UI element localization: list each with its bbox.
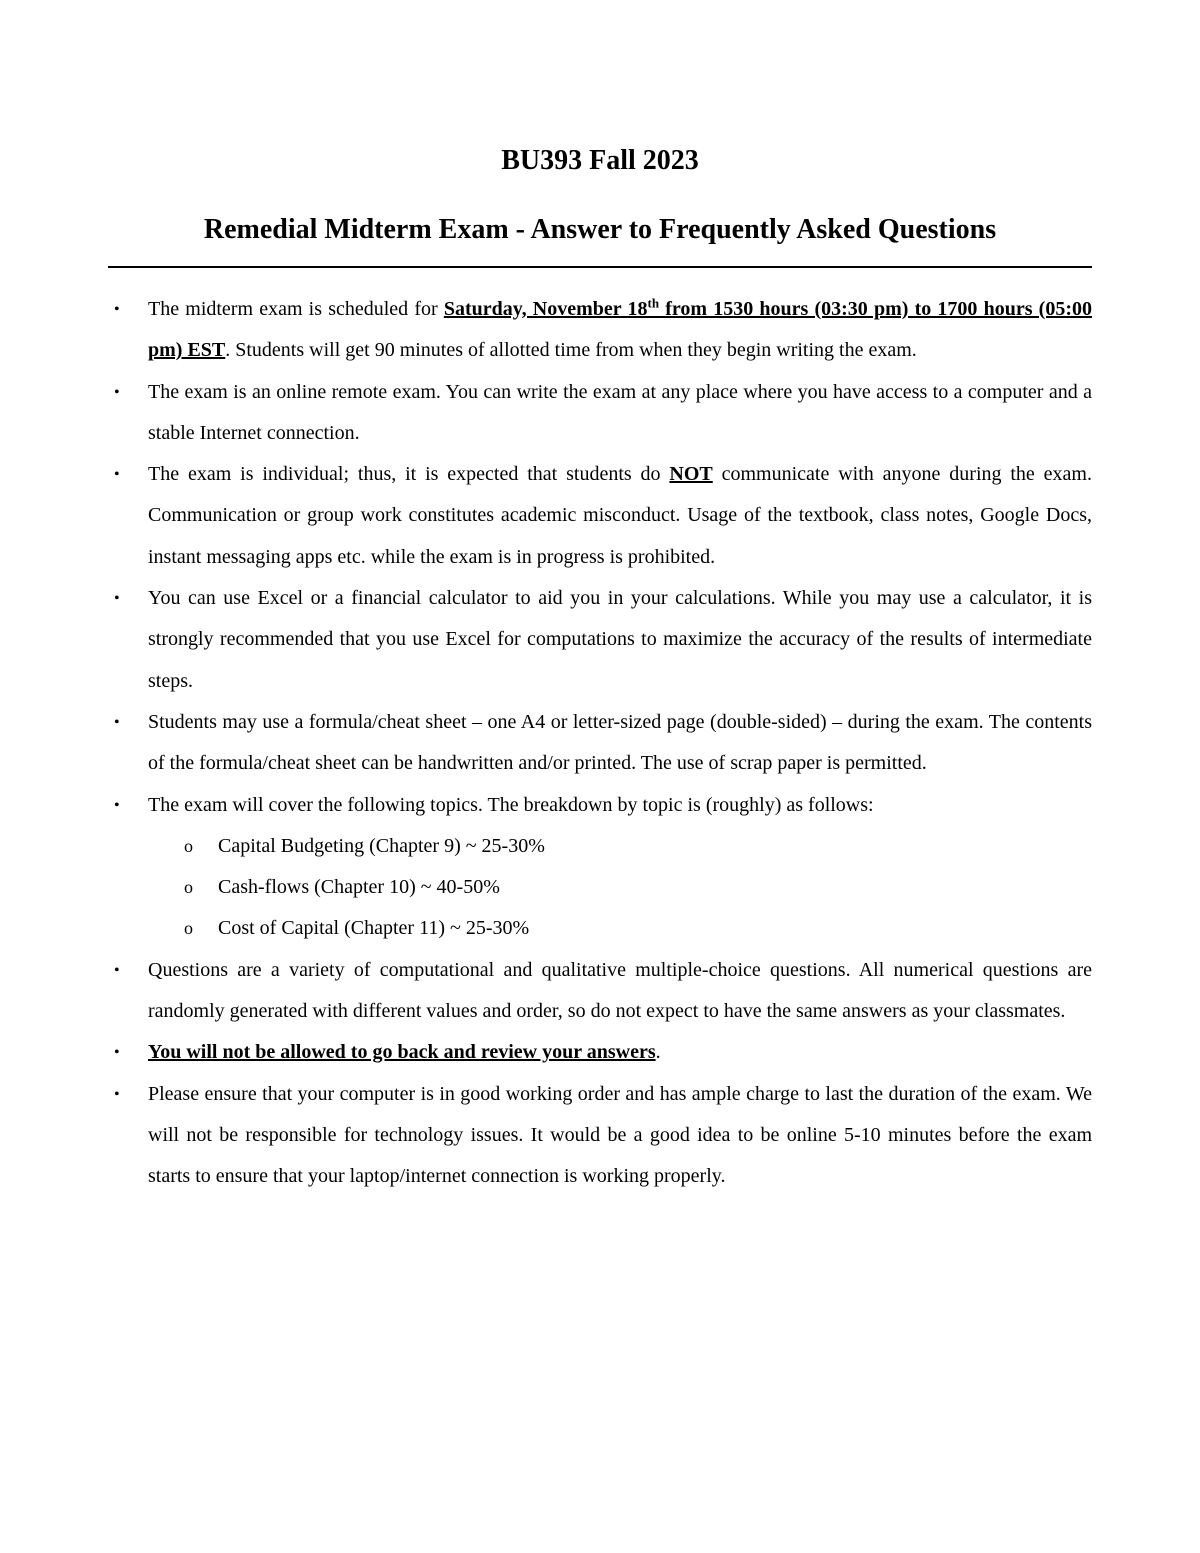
online-text: The exam is an online remote exam. You can write the exam at any place where you have access to a computer and a stable Internet connection. [148,380,1092,444]
topic-text: Cash-flows (Chapter 10) ~ 40-50% [218,876,500,899]
bullet-icon: • [114,961,120,979]
schedule-date-suffix: th [647,295,660,311]
individual-text-post: communicate with anyone during the exam. Communication or group work constitutes academic misconduct. Usage of the textbook, class notes, Google Docs, instant messaging apps etc. while the exam is in progress is prohibited. [148,463,1092,568]
topic-item [148,867,1092,908]
bullet-icon: • [114,383,120,401]
cheat-sheet-text: Students may use a formula/cheat sheet – one A4 or letter-sized page (double-sided) – during the exam. The contents of the formula/cheat sheet can be handwritten and/or printed. The use of scrap paper is permitted. [148,710,1092,775]
faq-item-excel [108,578,1092,702]
questions-text: Questions are a variety of computational and qualitative multiple-choice questions. All numerical questions are randomly generated with different values and order, so do not expect to have the same answers as your classmates. [148,958,1092,1023]
bullet-icon: • [114,590,120,608]
topic-text: Cost of Capital (Chapter 11) ~ 25-30% [218,917,530,940]
individual-emphasis: NOT [669,463,713,486]
faq-item-individual [108,454,1092,578]
bullet-icon: • [114,796,120,814]
faq-item-no-review [108,1032,1092,1073]
faq-item-cheat-sheet [108,702,1092,785]
no-review-emphasis: You will not be allowed to go back and review your answers [148,1041,656,1064]
faq-list [108,289,1092,1198]
schedule-date: Saturday, November 18 [443,298,648,320]
topics-list [148,826,1092,950]
course-title: BU393 Fall 2023 [501,145,699,176]
sub-bullet-icon: o [184,835,193,856]
computer-text: Please ensure that your computer is in good working order and has ample charge to last the duration of the exam. We will not be responsible for technology issues. It would be a good idea to be online 5-10 minutes before the exam starts to ensure that your laptop/internet connection is working properly. [148,1082,1092,1188]
schedule-text-pre: The midterm exam is scheduled for [148,298,444,320]
topic-text: Capital Budgeting (Chapter 9) ~ 25-30% [218,834,545,857]
bullet-icon: • [114,466,120,484]
topics-intro: The exam will cover the following topics. The breakdown by topic is (roughly) as follows: [148,793,874,816]
faq-item-computer [108,1074,1092,1198]
faq-item-online [108,372,1092,455]
faq-item-topics [108,785,1092,950]
bullet-icon: • [114,301,120,318]
faq-item-schedule [108,289,1092,372]
bullet-icon: • [114,1085,120,1103]
schedule-time: from 1530 hours (03:30 pm) to 1700 hours (05:00 pm) EST [148,298,1092,362]
bullet-icon: • [114,1044,120,1062]
individual-text-pre: The exam is individual; thus, it is expected that students do [148,463,670,486]
faq-item-questions [108,950,1092,1033]
bullet-icon: • [114,713,120,731]
sub-bullet-icon: o [184,877,193,898]
document-title: Remedial Midterm Exam - Answer to Frequently Asked Questions [203,214,997,245]
no-review-post: . [655,1041,661,1064]
topic-item [148,826,1092,867]
title-divider [108,266,1092,268]
schedule-text-post: . Students will get 90 minutes of allotted time from when they begin writing the exam. [225,339,917,362]
excel-text: You can use Excel or a financial calculator to aid you in your calculations. While you may use a calculator, it is strongly recommended that you use Excel for computations to maximize the accuracy of the results of intermediate steps. [148,587,1092,692]
sub-bullet-icon: o [184,918,193,939]
topic-item [148,908,1092,949]
